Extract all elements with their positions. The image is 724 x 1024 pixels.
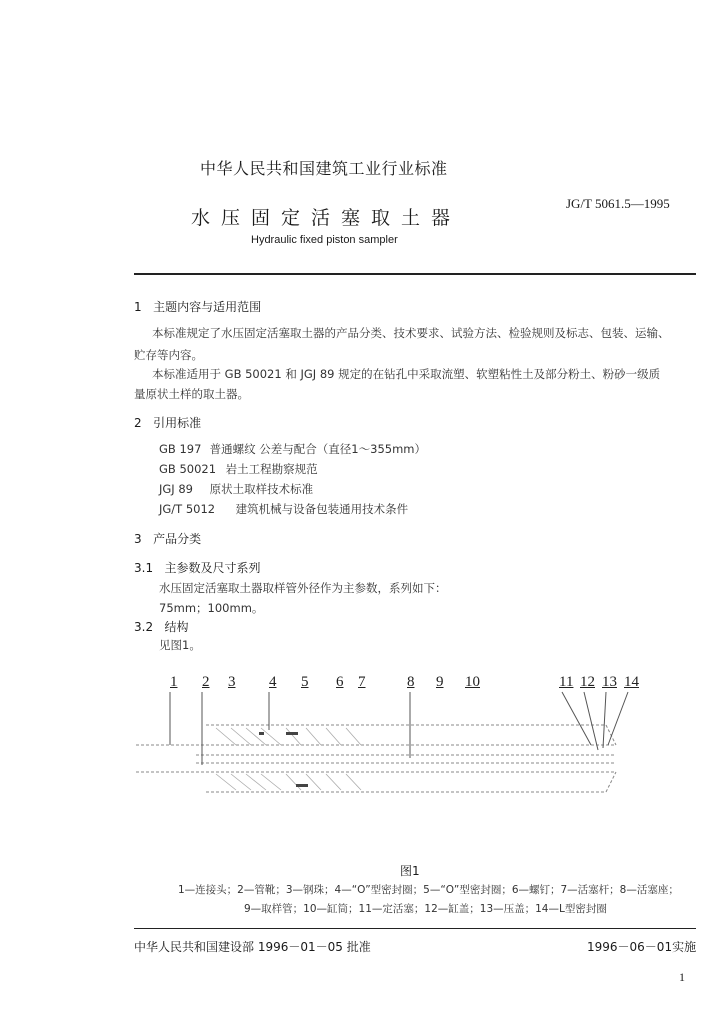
figure-part-number: 3 bbox=[228, 674, 236, 690]
section-title: 引用标准 bbox=[153, 416, 202, 430]
figure-part-number: 6 bbox=[336, 674, 344, 690]
page-number: 1 bbox=[679, 970, 685, 984]
figure-1 bbox=[136, 670, 696, 850]
subsection-3-1-heading bbox=[134, 559, 261, 576]
figure-legend-line-1: 1—连接头；2—管靴；3—钢珠；4—“O”型密封圈；5—“O”型密封圈；6—螺钉；7—活塞杆；8—活塞座； bbox=[178, 884, 679, 896]
reference-code: JG/T 5012 bbox=[159, 502, 216, 516]
section-number: 2 bbox=[134, 416, 142, 430]
sampler-drawing bbox=[136, 670, 696, 850]
subsection-3-1-text-1: 水压固定活塞取土器取样管外径作为主参数，系列如下： bbox=[159, 581, 447, 595]
subsection-number: 3.1 bbox=[134, 561, 154, 575]
subsection-title: 主参数及尺寸系列 bbox=[164, 561, 261, 575]
subsection-3-2-text: 见图1。 bbox=[159, 638, 201, 652]
section-2-heading bbox=[134, 414, 201, 431]
reference-item bbox=[159, 461, 318, 477]
document-title: 水压固定活塞取土器 bbox=[191, 207, 462, 229]
figure-part-number: 10 bbox=[465, 674, 480, 690]
standard-series: 中华人民共和国建筑工业行业标准 bbox=[200, 159, 448, 178]
section-number: 3 bbox=[134, 532, 142, 546]
reference-title: 普通螺纹 公差与配合（直径1～355mm） bbox=[209, 442, 426, 456]
paragraph-1-line-2: 贮存等内容。 bbox=[134, 348, 203, 362]
paragraph-2-line-1: 本标准适用于 GB 50021 和 JGJ 89 规定的在钻孔中采取流塑、软塑粘性土及部分粉土、粉砂一级质 bbox=[152, 367, 661, 381]
effective-date: 1996－06－01实施 bbox=[587, 940, 697, 954]
figure-part-number: 5 bbox=[301, 674, 309, 690]
reference-code: GB 197 bbox=[159, 442, 202, 456]
figure-part-number: 8 bbox=[407, 674, 415, 690]
reference-title: 岩土工程勘察规范 bbox=[225, 462, 318, 476]
subsection-3-2-heading bbox=[134, 618, 189, 635]
paragraph-1-line-1: 本标准规定了水压固定活塞取土器的产品分类、技术要求、试验方法、检验规则及标志、包装、运输、 bbox=[152, 326, 670, 340]
document-title-english: Hydraulic fixed piston sampler bbox=[251, 234, 398, 246]
subsection-3-1-text-2: 75mm；100mm。 bbox=[159, 601, 264, 615]
figure-part-number: 13 bbox=[602, 674, 617, 690]
figure-part-number: 2 bbox=[202, 674, 210, 690]
figure-caption: 图1 bbox=[400, 864, 420, 878]
section-number: 1 bbox=[134, 300, 142, 314]
figure-part-number: 7 bbox=[358, 674, 366, 690]
figure-part-number: 11 bbox=[559, 674, 574, 690]
footer-rule bbox=[134, 928, 696, 929]
section-1-heading bbox=[134, 298, 261, 315]
subsection-title: 结构 bbox=[164, 620, 189, 634]
figure-part-number: 12 bbox=[580, 674, 595, 690]
paragraph-2-line-2: 量原状土样的取土器。 bbox=[134, 387, 249, 401]
figure-part-number: 4 bbox=[269, 674, 277, 690]
reference-item bbox=[159, 501, 408, 517]
reference-title: 建筑机械与设备包装通用技术条件 bbox=[235, 502, 409, 516]
figure-part-number: 14 bbox=[624, 674, 639, 690]
approval-statement: 中华人民共和国建设部 1996－01－05 批准 bbox=[134, 940, 371, 954]
reference-code: GB 50021 bbox=[159, 462, 217, 476]
subsection-number: 3.2 bbox=[134, 620, 154, 634]
reference-title: 原状土取样技术标准 bbox=[209, 482, 314, 496]
section-title: 主题内容与适用范围 bbox=[153, 300, 262, 314]
section-3-heading bbox=[134, 530, 201, 547]
figure-part-number: 1 bbox=[170, 674, 178, 690]
reference-item bbox=[159, 441, 426, 457]
reference-code: JGJ 89 bbox=[159, 482, 193, 496]
figure-part-number: 9 bbox=[436, 674, 444, 690]
header-rule bbox=[134, 273, 696, 275]
section-title: 产品分类 bbox=[153, 532, 202, 546]
figure-legend-line-2: 9—取样管；10—缸筒；11—定活塞；12—缸盖；13—压盖；14—L型密封圈 bbox=[244, 903, 607, 915]
standard-code: JG/T 5061.5—1995 bbox=[566, 196, 670, 211]
reference-item bbox=[159, 481, 313, 497]
